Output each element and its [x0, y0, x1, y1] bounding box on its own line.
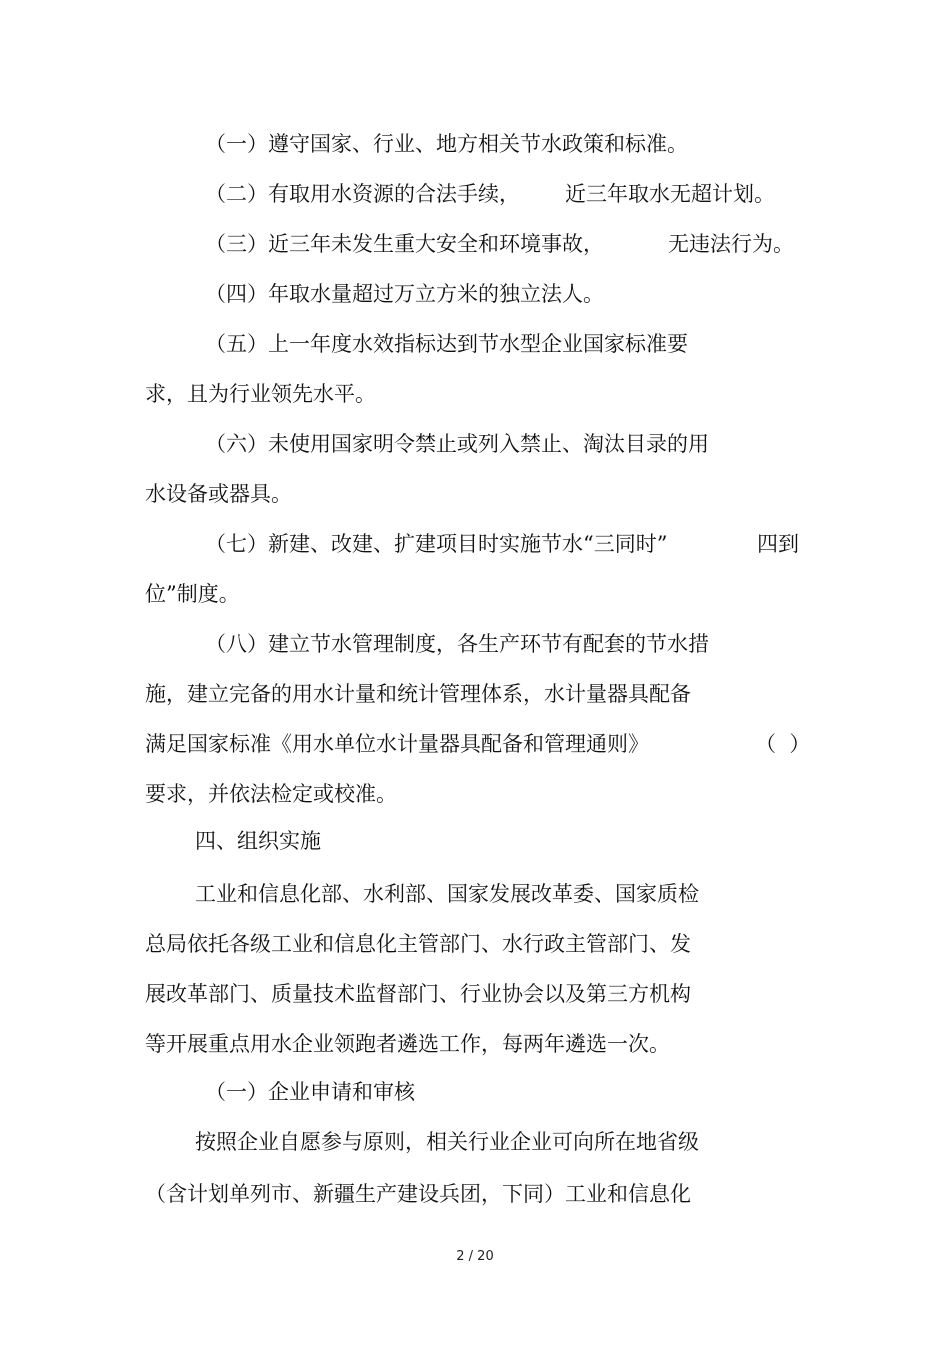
paragraph-2-line-1: 按照企业自愿参与原则，相关行业企业可向所在地省级 [195, 1130, 699, 1154]
criterion-7-line-2: 位”制度。 [145, 582, 240, 606]
paragraph-1-line-4: 等开展重点用水企业领跑者遴选工作，每两年遴选一次。 [145, 1032, 670, 1056]
paragraph-1-line-3: 展改革部门、质量技术监督部门、行业协会以及第三方机构 [145, 982, 691, 1006]
criterion-8-standard-code: （ ） [755, 732, 811, 756]
criterion-1: （一）遵守国家、行业、地方相关节水政策和标准。 [205, 132, 688, 156]
criterion-4: （四）年取水量超过万立方米的独立法人。 [205, 282, 604, 306]
criterion-8-line-1: （八）建立节水管理制度，各生产环节有配套的节水措 [205, 632, 709, 656]
paragraph-1-line-1: 工业和信息化部、水利部、国家发展改革委、国家质检 [195, 882, 699, 906]
section-heading-organize: 四、组织实施 [195, 829, 321, 853]
paragraph-1-line-2: 总局依托各级工业和信息化主管部门、水行政主管部门、发 [145, 932, 691, 956]
criterion-8-line-2: 施，建立完备的用水计量和统计管理体系，水计量器具配备 [145, 682, 691, 706]
criterion-3-part-2: 无违法行为。 [668, 232, 794, 256]
criterion-5-line-1: （五）上一年度水效指标达到节水型企业国家标准要 [205, 332, 688, 356]
criterion-5-line-2: 求，且为行业领先水平。 [145, 382, 376, 406]
criterion-3-part-1: （三）近三年未发生重大安全和环境事故， [205, 232, 604, 256]
page-number: 2 / 20 [456, 1249, 494, 1264]
criterion-2-part-2: 近三年取水无超计划。 [565, 182, 775, 206]
criterion-7-line-1: （七）新建、改建、扩建项目时实施节水“三同时” [205, 532, 668, 556]
criterion-8-line-3: 满足国家标准《用水单位水计量器具配备和管理通则》 [145, 732, 649, 756]
criterion-8-line-4: 要求，并依法检定或校准。 [145, 782, 397, 806]
criterion-2-part-1: （二）有取用水资源的合法手续， [205, 182, 520, 206]
criterion-7-line-1-end: 四到 [757, 532, 799, 556]
subsection-heading-apply: （一）企业申请和审核 [205, 1080, 415, 1104]
criterion-6-line-2: 水设备或器具。 [145, 482, 292, 506]
criterion-6-line-1: （六）未使用国家明令禁止或列入禁止、淘汰目录的用 [205, 432, 709, 456]
paragraph-2-line-2: （含计划单列市、新疆生产建设兵团，下同）工业和信息化 [145, 1182, 691, 1206]
